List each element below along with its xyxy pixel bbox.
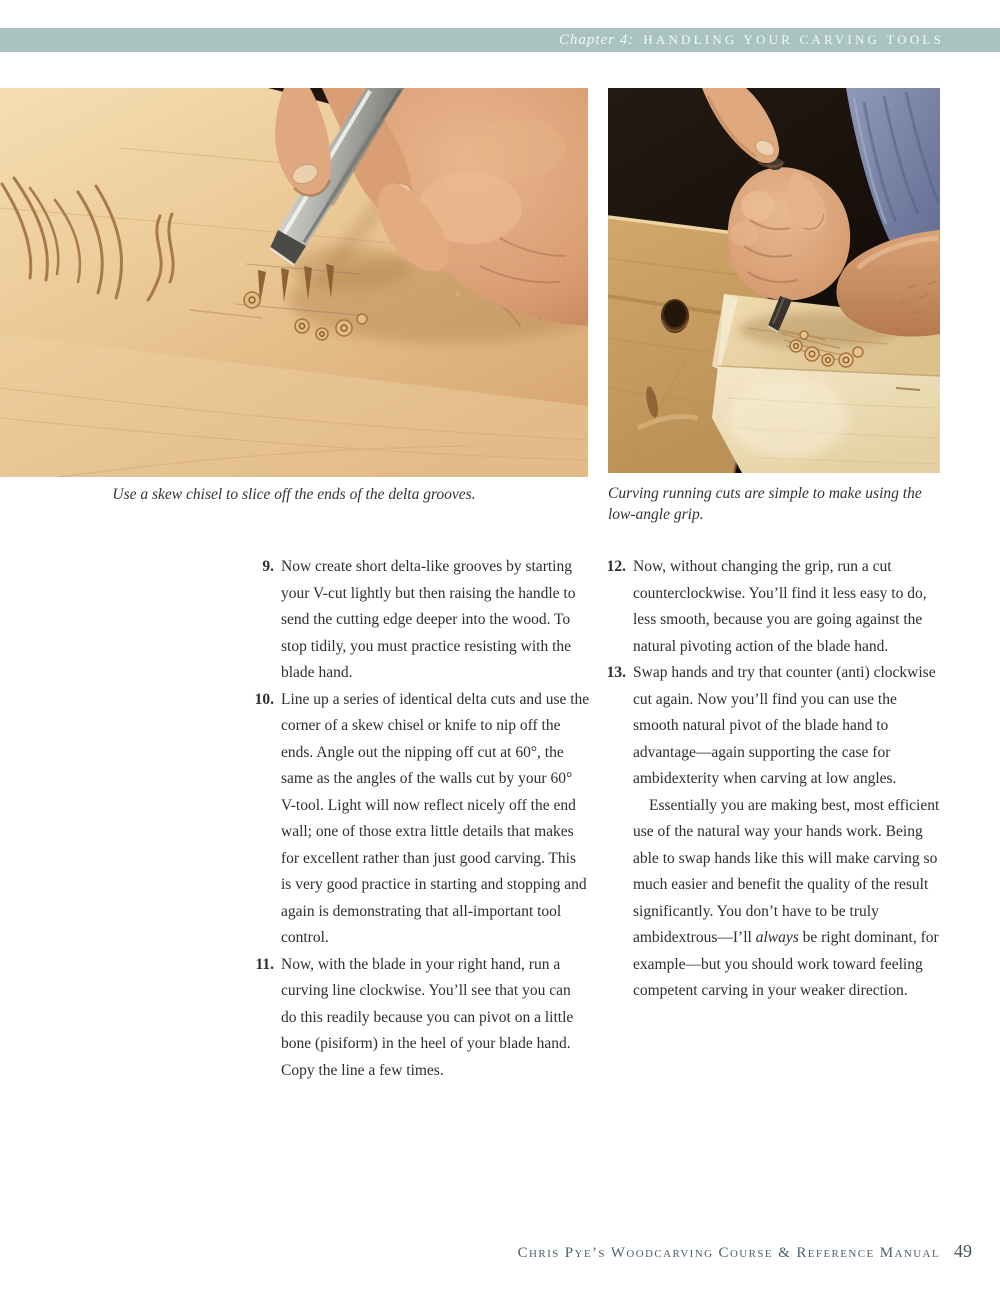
text-column-right <box>600 554 940 1005</box>
left-photo-illustration <box>0 88 588 477</box>
list-item-number: 9. <box>262 558 274 575</box>
list-item-number: 13. <box>606 664 626 681</box>
page-number: 49 <box>954 1241 972 1261</box>
list-item-12 <box>600 554 940 660</box>
list-item-number: 11. <box>255 955 274 973</box>
photo-caption-left: Use a skew chisel to slice off the ends of the delta grooves. <box>112 486 476 503</box>
list-item-text: Now, without changing the grip, run a cut counterclockwise. You’ll find it less easy to do, less smooth, because you are going against the natural pivoting action of the blade hand. <box>633 558 927 655</box>
list-item-9 <box>248 554 590 687</box>
list-item-text: Now, with the blade in your right hand, run a curving line clockwise. You’ll see that you can do this readily because you can pivot on a little bone (pisiform) in the heel of your blade hand. Copy the line a few times. <box>281 955 574 1079</box>
closing-paragraph <box>633 793 940 1005</box>
list-item-11 <box>248 952 590 1085</box>
right-photo-illustration <box>608 88 940 473</box>
list-item-number: 10. <box>254 690 274 708</box>
closing-text-before: Essentially you are making best, most efficient use of the natural way your hands work. Being able to swap hands like this will make carving so much easier and benefit the quality of the result significantly. You don’t have to be truly ambidextrous—I’ll <box>633 796 940 946</box>
photo-low-angle-grip <box>608 88 940 473</box>
chapter-number-label: Chapter 4: <box>558 31 635 48</box>
list-item-10 <box>248 687 590 952</box>
list-item-text: Line up a series of identical delta cuts and use the corner of a skew chisel or knife to nip off the ends. Angle out the nipping off cut at 60°, the same as the angles of the walls cut by your 60° V-tool. Light will now reflect nicely off the end wall; one of those extra little details that makes for excellent rather than just good carving. This is very good practice in starting and stopping and again is demonstrating that all-important tool control. <box>281 690 590 946</box>
closing-text-after: be right dominant, for example—but you should work toward feeling competent carving in your weaker direction. <box>633 929 939 999</box>
text-column-left <box>248 554 590 1084</box>
list-item-text: Now create short delta-like grooves by starting your V-cut lightly but then raising the handle to send the cutting edge deeper into the wood. To stop tidily, you must practice resisting with the blade hand. <box>281 558 576 681</box>
page-footer <box>518 1241 972 1262</box>
bench-dog-hole <box>661 299 689 333</box>
running-footer-title: Chris Pye’s Woodcarving Course & Reference Manual <box>517 1245 940 1261</box>
closing-italic-word: always <box>755 929 799 946</box>
list-item-text: Swap hands and try that counter (anti) clockwise cut again. Now you’ll find you can use the smooth natural pivot of the blade hand to advantage—again supporting the case for ambidexterity when carving at low angles. <box>633 664 936 787</box>
list-item-number: 12. <box>606 558 626 575</box>
list-item-13 <box>600 660 940 793</box>
chapter-header-bar <box>0 28 1000 52</box>
photo-caption-right: Curving running cuts are simple to make using the low-angle grip. <box>608 485 922 523</box>
photo-skew-chisel-delta-grooves <box>0 88 588 477</box>
chapter-title: HANDLING YOUR CARVING TOOLS <box>643 32 944 47</box>
